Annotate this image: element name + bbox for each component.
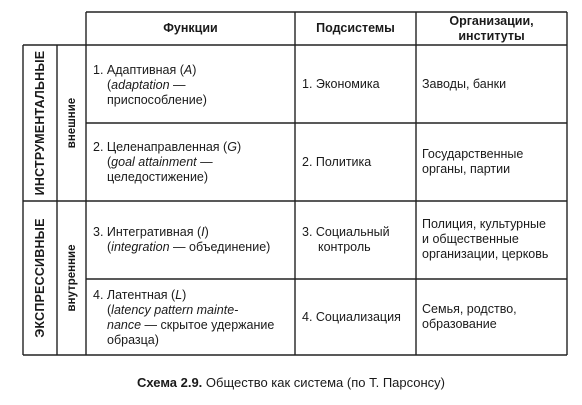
header-organizations-line1: Организации, [449,13,534,28]
row1-organizations [422,45,565,123]
header-subsystems [295,12,416,45]
row2-subsystem [302,123,414,201]
row1-function-term: adaptation [111,78,170,92]
row2-function-line2: (goal attainment — [107,155,213,169]
header-functions [86,12,295,45]
row4-subsystem [302,279,414,355]
header-functions-label: Функции [163,21,218,35]
row1-organizations-label: Заводы, банки [422,76,507,91]
row1-function [93,63,293,108]
group-label-external: внешние [66,97,78,149]
figure-caption [0,375,582,390]
row4-function-line2: (latency pattern mainte- [107,303,239,317]
row4-function-letter: L [175,288,183,302]
row4-organizations-line1: Семья, родство, [422,302,517,316]
row3-function-line2: (integration — объединение) [107,240,271,254]
header-organizations-line2: институты [458,28,525,43]
row2-function [93,140,293,185]
row3-subsystem-line1: 3. Социальный [302,225,390,239]
caption-label: Схема 2.9. [136,375,203,390]
row1-subsystem [302,45,414,123]
row2-organizations [422,123,565,201]
row4-organizations [422,279,565,355]
caption-text: Общество как система (по Т. Парсонсу) [202,375,446,390]
row3-organizations [422,217,565,262]
row1-function-line2: (adaptation — [107,78,186,92]
row4-function-line1: 4. Латентная (L) [93,288,187,302]
group-label-instrumental: ИНСТРУМЕНТАЛЬНЫЕ [33,50,47,196]
row3-function-line1: 3. Интегративная (I) [93,225,209,239]
row4-function-line3: nance — скрытое удержание [107,318,275,332]
row2-function-term: goal attainment [111,155,197,169]
row2-function-line1: 2. Целенаправленная (G) [93,140,242,154]
row1-function-letter: A [183,63,193,77]
row2-function-line3: целедостижение) [107,170,209,184]
row2-subsystem-label: 2. Политика [302,154,372,169]
row2-function-letter: G [227,140,237,154]
group-label-expressive: ЭКСПРЕССИВНЫЕ [33,218,47,338]
row1-function-line1: 1. Адаптивная (A) [93,63,197,77]
row3-function-letter: I [201,225,205,239]
row4-function [93,288,293,348]
row2-organizations-line2: органы, партии [422,162,511,176]
row1-function-line3: приспособление) [107,93,207,107]
header-subsystems-label: Подсистемы [316,21,395,35]
row4-function-line4: образца) [107,333,159,347]
row3-organizations-line2: и общественные [422,232,519,246]
row3-function-term: integration [111,240,170,254]
row4-function-term-1: latency pattern mainte- [111,303,239,317]
row3-function [93,225,293,255]
row4-function-term-2: nance [107,318,142,332]
group-label-internal: внутренние [66,244,78,312]
row4-subsystem-label: 4. Социализация [302,309,401,324]
row2-organizations-line1: Государственные [422,147,524,161]
row4-organizations-line2: образование [422,317,497,331]
row3-subsystem-line2: контроль [318,240,371,254]
row1-subsystem-label: 1. Экономика [302,76,380,91]
row3-subsystem [302,225,414,255]
row3-organizations-line1: Полиция, культурные [422,217,546,231]
header-organizations [416,12,567,45]
row3-organizations-line3: организации, церковь [422,247,549,261]
